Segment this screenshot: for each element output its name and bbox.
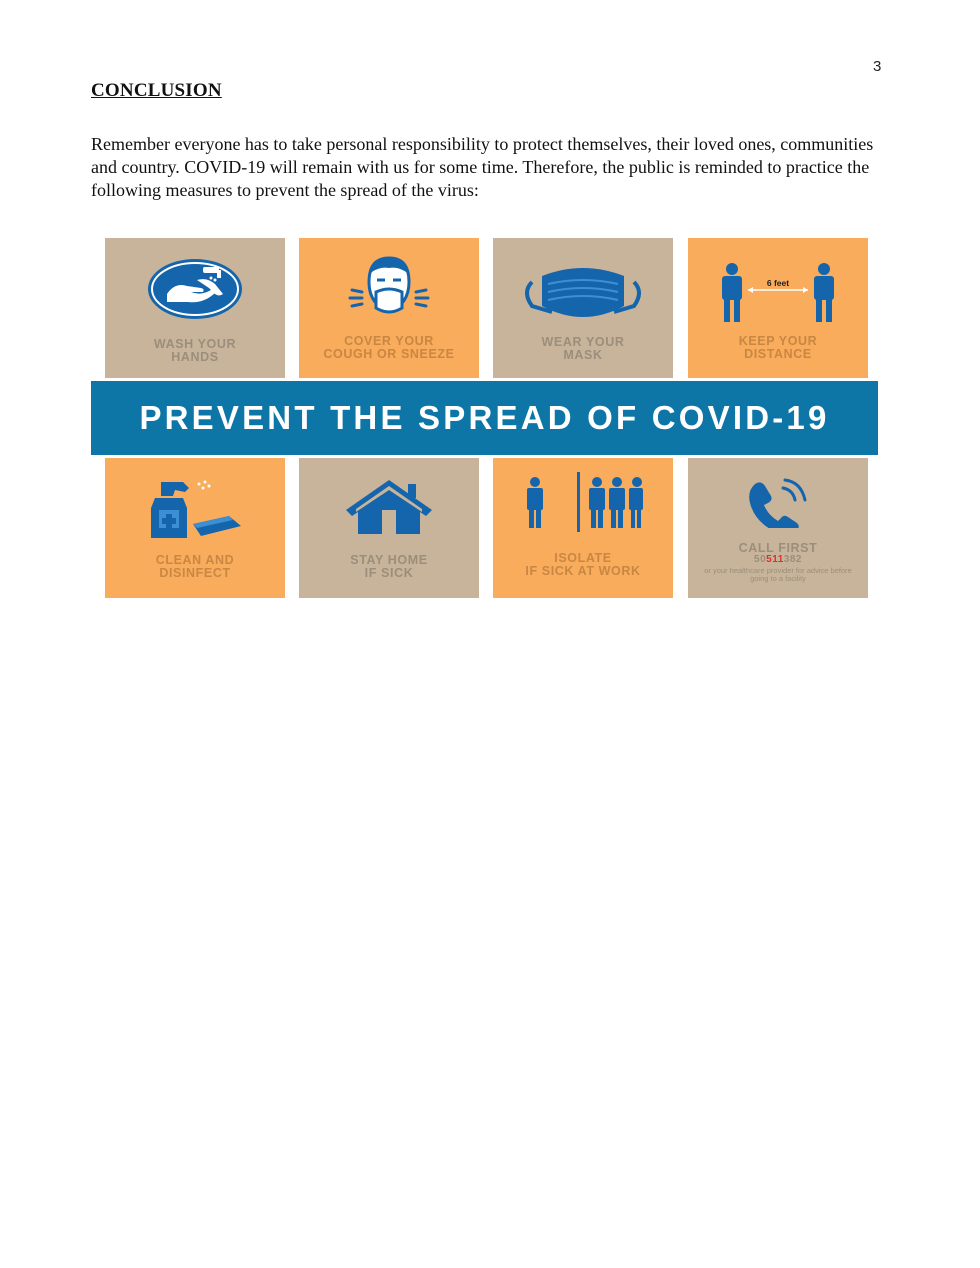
tile-isolate bbox=[493, 458, 673, 598]
distance-people-icon bbox=[688, 262, 868, 324]
tile-keep-distance bbox=[688, 238, 868, 378]
distance-label: 6 feet bbox=[766, 278, 790, 288]
tile-label-line1: WASH YOUR bbox=[153, 337, 237, 351]
section-heading: CONCLUSION bbox=[91, 80, 222, 101]
cough-face-icon bbox=[299, 252, 479, 322]
call-number bbox=[688, 554, 868, 565]
hand-wash-icon bbox=[105, 258, 285, 320]
call-number-red: 511 bbox=[766, 554, 784, 565]
conclusion-paragraph: Remember everyone has to take personal responsibility to protect themselves, their loved ones, communities and country. COVID-19 will remain with us for some time. Therefore, the public is reminded to practice the following measures to prevent the spread of the virus: bbox=[91, 134, 874, 200]
tile-label-line2: HANDS bbox=[171, 350, 219, 364]
covid-infographic bbox=[91, 238, 878, 596]
tile-label-line2: DISTANCE bbox=[744, 347, 812, 361]
isolate-people-icon bbox=[493, 472, 673, 534]
call-note: or your healthcare provider for advice before going to a facility bbox=[704, 566, 852, 583]
tile-wear-mask bbox=[493, 238, 673, 378]
tile-label-line2: DISINFECT bbox=[159, 566, 231, 580]
call-number-suffix: 382 bbox=[783, 554, 802, 565]
tile-label-line1: CLEAN AND bbox=[155, 553, 235, 567]
tile-call-first bbox=[688, 458, 868, 598]
spray-bottle-icon bbox=[105, 478, 285, 540]
tile-wash-hands bbox=[105, 238, 285, 378]
tile-label-line1: ISOLATE bbox=[554, 551, 612, 565]
face-mask-icon bbox=[493, 266, 673, 320]
tile-clean-disinfect bbox=[105, 458, 285, 598]
tile-label-line2: IF SICK bbox=[364, 566, 414, 580]
tile-label-line2: IF SICK AT WORK bbox=[525, 564, 641, 578]
prevent-spread-banner bbox=[91, 381, 878, 455]
tile-label-line1: WEAR YOUR bbox=[541, 335, 625, 349]
call-number-prefix: 50 bbox=[754, 554, 767, 565]
page-number: 3 bbox=[873, 58, 882, 75]
phone-icon bbox=[688, 478, 868, 528]
banner-title: PREVENT THE SPREAD OF COVID-19 bbox=[139, 399, 830, 436]
house-icon bbox=[299, 478, 479, 534]
tile-label-line1: STAY HOME bbox=[350, 553, 428, 567]
tile-label-line1: KEEP YOUR bbox=[738, 334, 818, 348]
tile-label-line2: COUGH OR SNEEZE bbox=[323, 347, 455, 361]
tile-label-line1: COVER YOUR bbox=[344, 334, 434, 348]
tile-label-line2: MASK bbox=[563, 348, 603, 362]
tile-stay-home bbox=[299, 458, 479, 598]
tile-cover-cough bbox=[299, 238, 479, 378]
tile-label-line1: CALL FIRST bbox=[738, 541, 818, 555]
